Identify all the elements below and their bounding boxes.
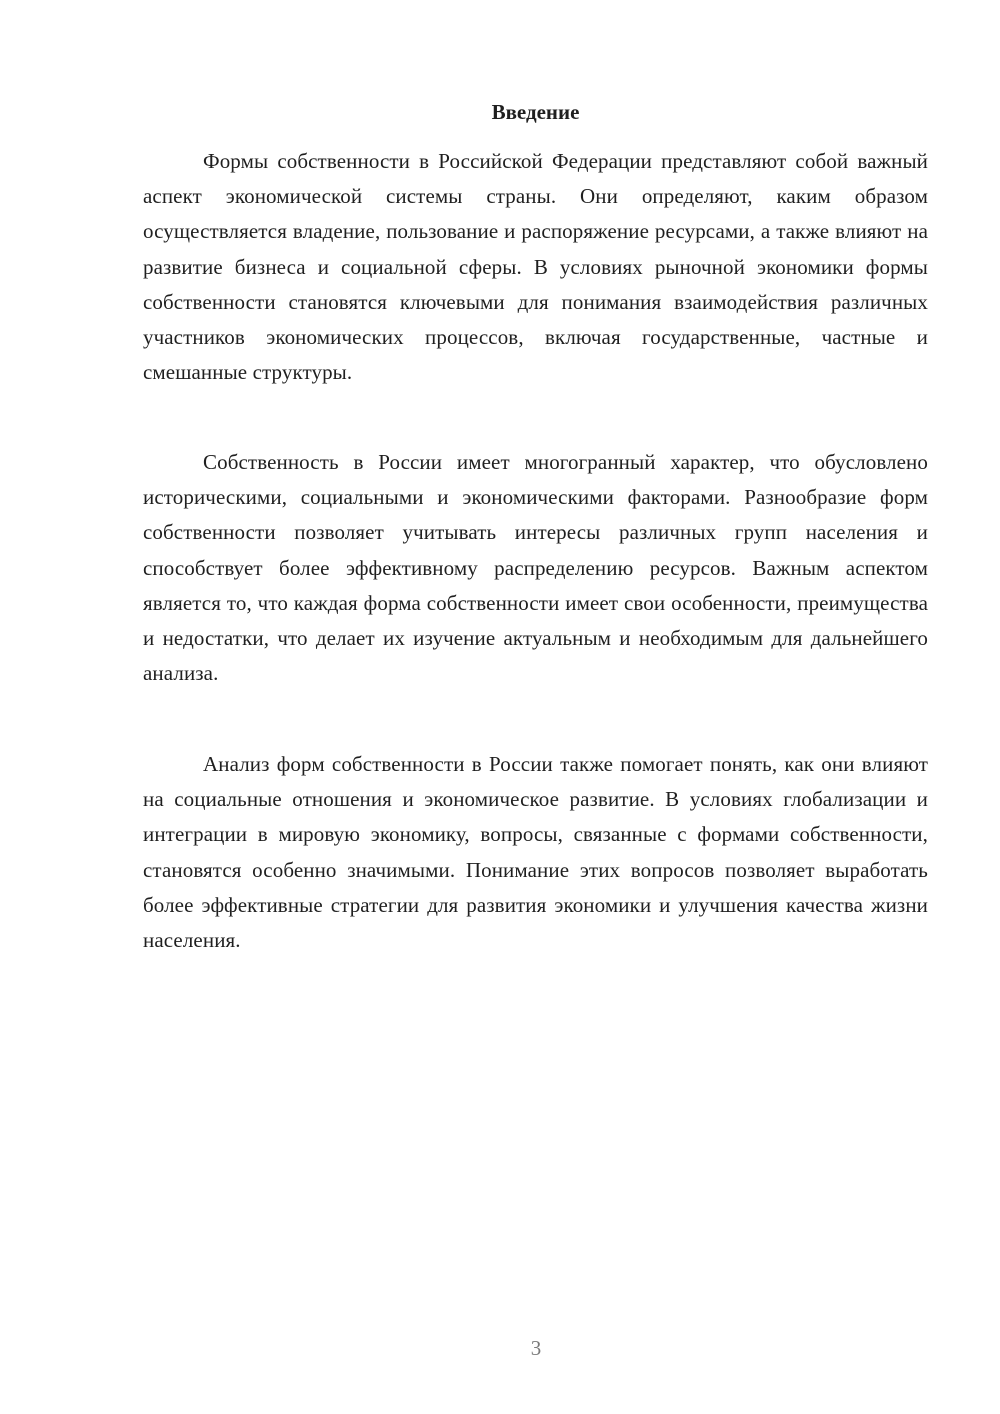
- paragraph-3-block: [143, 747, 928, 958]
- section-heading: Введение: [491, 100, 580, 124]
- paragraph-1-block: [143, 144, 928, 390]
- paragraph-2-block: [143, 445, 928, 691]
- paragraph-3: Анализ форм собственности в России также помогает понять, как они влияют на социальные отношения и экономическое развитие. В условиях глобализации и интеграции в мировую экономику, вопросы, связанные с формами собственности, становятся особенно значимыми. Понимание этих вопросов позволяет выработать более эффективные стратегии для развития экономики и улучшения качества жизни населения.: [143, 752, 928, 953]
- paragraph-2: Собственность в России имеет многогранный характер, что обусловлено историческими, социальными и экономическими факторами. Разнообразие форм собственности позволяет учитывать интересы различных групп населения и способствует более эффективному распределению ресурсов. Важным аспектом является то, что каждая форма собственности имеет свои особенности, преимущества и недостатки, что делает их изучение актуальным и необходимым для дальнейшего анализа.: [143, 450, 928, 686]
- page-number: 3: [530, 1336, 542, 1360]
- paragraph-1: Формы собственности в Российской Федерации представляют собой важный аспект экономической системы страны. Они определяют, каким образом осуществляется владение, пользование и распоряжение ресурсами, а также влияют на развитие бизнеса и социальной сферы. В условиях рыночной экономики формы собственности становятся ключевыми для понимания взаимодействия различных участников экономических процессов, включая государственные, частные и смешанные структуры.: [143, 149, 928, 385]
